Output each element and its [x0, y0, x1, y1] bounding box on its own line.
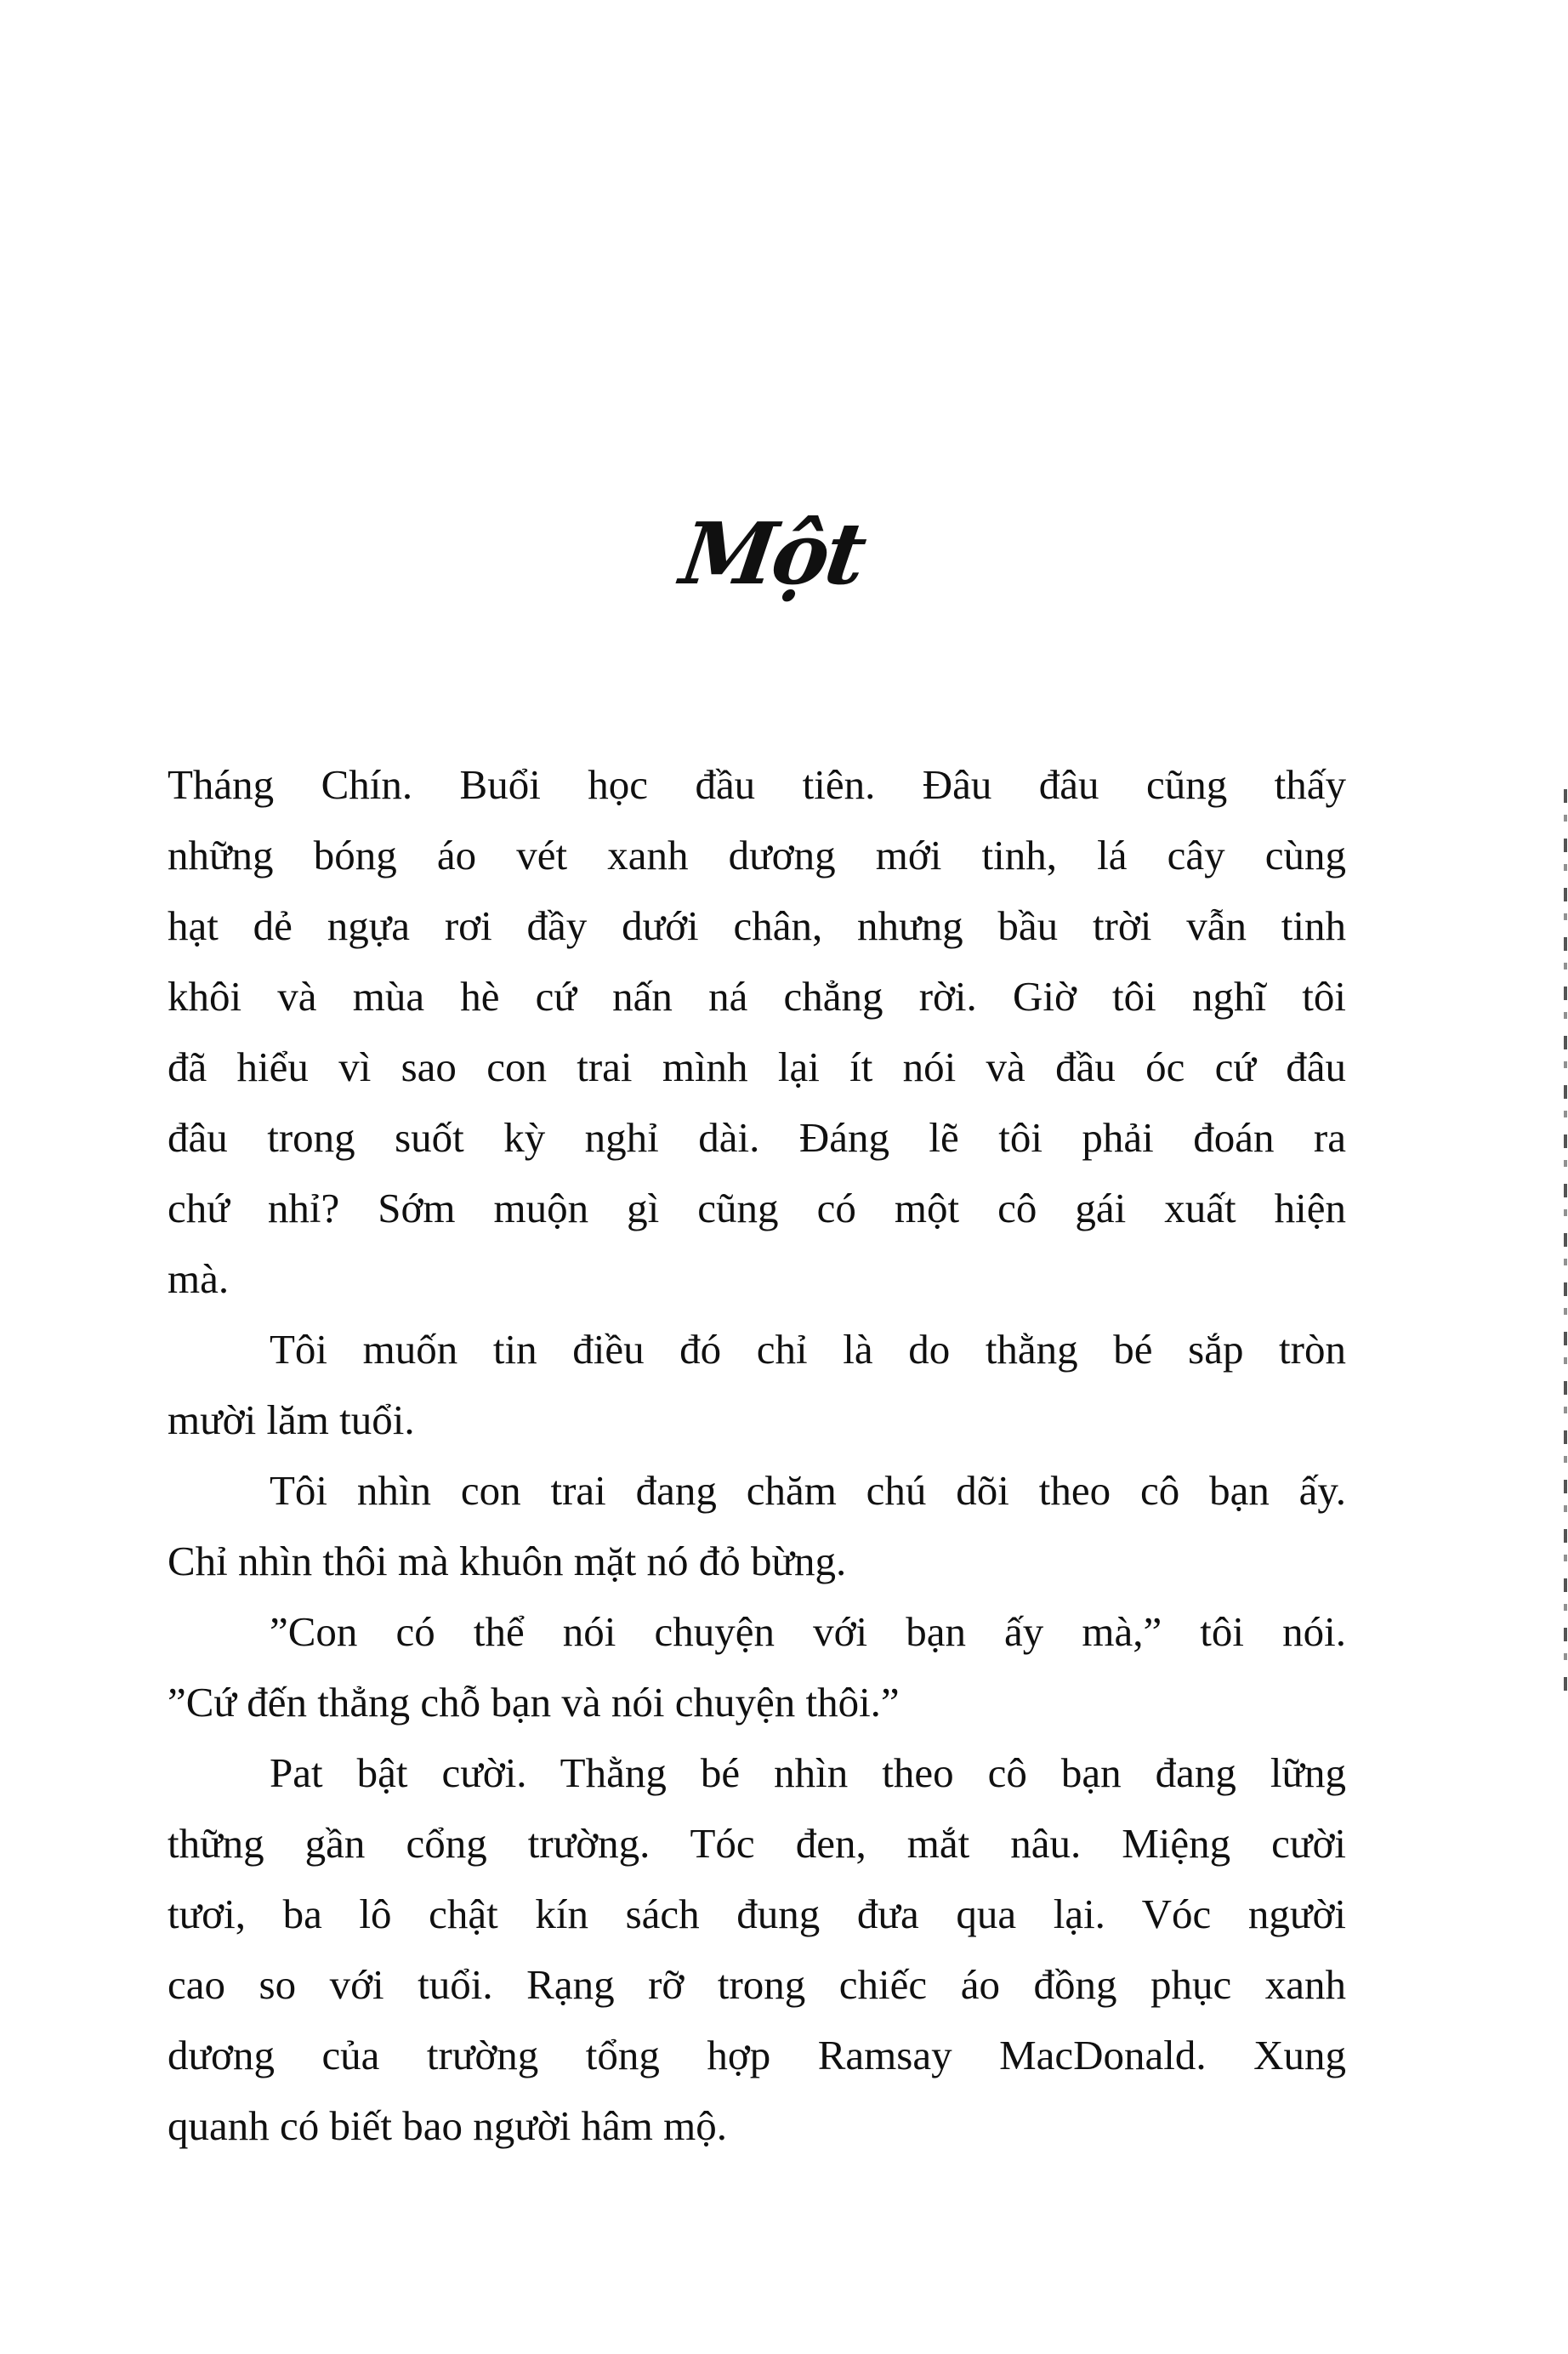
- text-line: Pat bật cười. Thằng bé nhìn theo cô bạn đang lững: [270, 1749, 1346, 1796]
- text-line: dương của trường tổng hợp Ramsay MacDonald. Xung: [168, 2032, 1346, 2078]
- text-line: ”Cứ đến thẳng chỗ bạn và nói chuyện thôi.”: [168, 1679, 900, 1726]
- text-line: thững gần cổng trường. Tóc đen, mắt nâu. Miệng cười: [168, 1820, 1346, 1867]
- text-line: Tôi muốn tin điều đó chỉ là do thằng bé sắp tròn: [270, 1326, 1346, 1373]
- text-line: ”Con có thể nói chuyện với bạn ấy mà,” tôi nói.: [270, 1608, 1346, 1655]
- text-line: chứ nhỉ? Sớm muộn gì cũng có một cô gái xuất hiện: [168, 1185, 1346, 1231]
- chapter-title: Một: [674, 503, 870, 604]
- text-line: tươi, ba lô chật kín sách đung đưa qua lại. Vóc người: [168, 1891, 1346, 1937]
- text-line: Tôi nhìn con trai đang chăm chú dõi theo cô bạn ấy.: [270, 1467, 1346, 1514]
- body-text-block: [168, 749, 1346, 2161]
- text-line: cao so với tuổi. Rạng rỡ trong chiếc áo đồng phục xanh: [168, 1961, 1346, 2008]
- text-line: quanh có biết bao người hâm mộ.: [168, 2102, 728, 2149]
- text-line: hạt dẻ ngựa rơi đầy dưới chân, nhưng bầu trời vẫn tinh: [168, 902, 1346, 949]
- text-line: đã hiểu vì sao con trai mình lại ít nói và đầu óc cứ đâu: [168, 1043, 1346, 1090]
- text-line: khôi và mùa hè cứ nấn ná chẳng rời. Giờ tôi nghĩ tôi: [168, 973, 1346, 1020]
- text-line: những bóng áo vét xanh dương mới tinh, lá cây cùng: [168, 832, 1346, 878]
- text-line: mười lăm tuổi.: [168, 1396, 415, 1443]
- text-line: đâu trong suốt kỳ nghỉ dài. Đáng lẽ tôi phải đoán ra: [168, 1114, 1346, 1161]
- text-line: mà.: [168, 1255, 230, 1302]
- text-line: Chỉ nhìn thôi mà khuôn mặt nó đỏ bừng.: [168, 1538, 847, 1584]
- text-line: Tháng Chín. Buổi học đầu tiên. Đâu đâu cũng thấy: [168, 761, 1346, 808]
- page-edge-scan-artifact: [1564, 789, 1567, 1694]
